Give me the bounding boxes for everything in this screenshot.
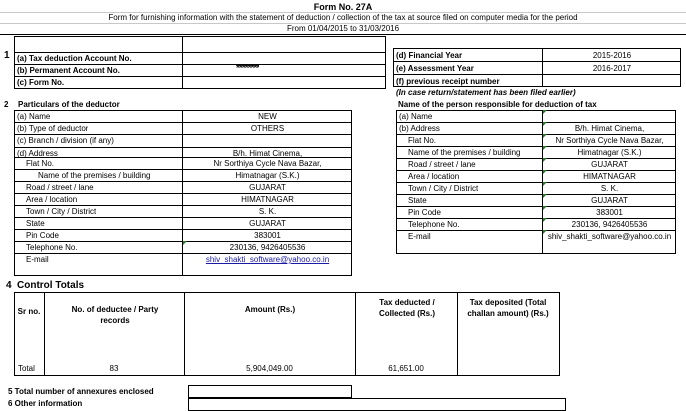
- responsible-value: Himatnagar (S.K.): [577, 148, 642, 157]
- row-divider: [14, 217, 352, 218]
- cell-comment-marker: [543, 218, 547, 222]
- deductor-label: Town / City / District: [26, 207, 97, 216]
- col-amount: Amount (Rs.): [244, 305, 296, 314]
- col-sr-no: Sr no.: [17, 307, 41, 316]
- deductor-label: (a) Name: [17, 112, 51, 121]
- total-records: 83: [109, 364, 119, 373]
- responsible-label: Pin Code: [408, 208, 441, 217]
- responsible-label: Name of the premises / building: [408, 148, 521, 157]
- cell-comment-marker: [543, 122, 547, 126]
- deductor-label: (c) Branch / division (if any): [17, 136, 114, 145]
- row-divider: [14, 122, 352, 123]
- responsible-title: Name of the person responsible for deduction of tax: [398, 100, 597, 109]
- row-divider: [396, 134, 676, 135]
- responsible-value: HIMATNAGAR: [583, 172, 636, 181]
- form-subtitle: Form for furnishing information with the statement of deduction / collection of the tax at source filed on computer media for the period: [108, 13, 578, 22]
- row-divider: [14, 181, 352, 182]
- fy-label: (d) Financial Year: [396, 51, 463, 60]
- row-divider: [14, 157, 352, 158]
- deductor-value: Himatnagar (S.K.): [235, 171, 300, 180]
- deductor-value: NEW: [258, 112, 277, 121]
- deductor-label: Area / location: [26, 195, 78, 204]
- cell-comment-marker: [543, 146, 547, 150]
- responsible-value: S. K.: [600, 184, 619, 193]
- form-no-label: (c) Form No.: [17, 78, 65, 87]
- row-divider: [396, 182, 676, 183]
- row-divider: [396, 170, 676, 171]
- responsible-label: E-mail: [408, 232, 431, 241]
- deductor-label: Flat No.: [26, 159, 55, 168]
- row-divider: [396, 218, 676, 219]
- deductor-label: (d) Address: [17, 149, 58, 158]
- responsible-label: (b) Address: [399, 124, 440, 133]
- total-label: Total: [18, 364, 35, 373]
- row-divider: [396, 206, 676, 207]
- fy-value: 2015-2016: [592, 51, 632, 60]
- responsible-value: 383001: [596, 208, 623, 217]
- other-info-input[interactable]: [188, 398, 566, 411]
- responsible-value: GUJARAT: [591, 196, 628, 205]
- control-totals-title: Control Totals: [17, 280, 85, 291]
- responsible-label: Area / location: [408, 172, 460, 181]
- total-tax-deducted: 61,651.00: [388, 364, 424, 373]
- other-info-label: 6 Other information: [8, 399, 83, 408]
- row-divider: [396, 146, 676, 147]
- deductor-label: Telephone No.: [26, 243, 78, 252]
- responsible-label: Town / City / District: [408, 184, 479, 193]
- deductor-label: Pin Code: [26, 231, 59, 240]
- cell-comment-marker: [543, 182, 547, 186]
- responsible-value: Nr Sorthiya Cycle Nava Bazar,: [555, 136, 664, 145]
- deductor-value: Nr Sorthiya Cycle Nava Bazar,: [213, 159, 322, 168]
- responsible-value: B/h. Himat Cinema,: [574, 124, 645, 133]
- deductor-value: S. K.: [258, 207, 277, 216]
- deductor-value: HIMATNAGAR: [241, 195, 294, 204]
- section-2-number: 2: [4, 100, 9, 109]
- prev-receipt-label: (f) previous receipt number: [396, 77, 500, 86]
- deductor-label: E-mail: [26, 255, 49, 264]
- row-divider: [396, 230, 676, 231]
- row-divider: [14, 229, 352, 230]
- cell-comment-marker: [543, 194, 547, 198]
- deductor-label: Name of the premises / building: [38, 171, 151, 180]
- responsible-email-value[interactable]: shiv_shakti_software@yahoo.co.in: [547, 232, 672, 241]
- row-divider: [396, 158, 676, 159]
- cell-comment-marker: [183, 241, 187, 245]
- col-deductee-records: No. of deductee / Party records: [71, 305, 159, 325]
- cell-comment-marker: [543, 134, 547, 138]
- period-text: From 01/04/2015 to 31/03/2016: [286, 24, 400, 33]
- cell-comment-marker: [543, 170, 547, 174]
- cell-comment-marker: [543, 206, 547, 210]
- ay-label: (e) Assessment Year: [396, 64, 474, 73]
- pan-label: (b) Permanent Account No.: [17, 66, 120, 75]
- section-1-number: 1: [4, 50, 10, 61]
- deductor-value: 230136, 9426405536: [229, 243, 306, 252]
- responsible-value: GUJARAT: [591, 160, 628, 169]
- col-tax-deposited: Tax deposited (Total challan amount) (Rs.): [467, 298, 549, 318]
- deductor-value: GUJARAT: [249, 183, 286, 192]
- col-tax-deducted: Tax deducted / Collected (Rs.): [378, 298, 435, 318]
- deductor-value: OTHERS: [250, 124, 285, 133]
- row-divider: [14, 169, 352, 170]
- responsible-label: Telephone No.: [408, 220, 460, 229]
- deductor-label: Road / street / lane: [26, 183, 94, 192]
- row-divider: [14, 193, 352, 194]
- deductor-value: 383001: [254, 231, 281, 240]
- row-divider: [396, 194, 676, 195]
- cell-comment-marker: [543, 110, 547, 114]
- row-divider: [14, 134, 352, 135]
- responsible-label: Road / street / lane: [408, 160, 476, 169]
- annexures-input[interactable]: [188, 385, 352, 398]
- deductor-label: State: [26, 219, 45, 228]
- cell-comment-marker: [543, 158, 547, 162]
- deductor-value: B/h. Himat Cinema,: [232, 149, 303, 158]
- deductor-title: Particulars of the deductor: [18, 100, 120, 109]
- annexures-label: 5 Total number of annexures enclosed: [8, 387, 154, 396]
- pan-masked-value: ********: [236, 63, 260, 74]
- deductor-label: (b) Type of deductor: [17, 124, 89, 133]
- cell-comment-marker: [543, 230, 547, 234]
- row-divider: [14, 253, 352, 254]
- responsible-label: State: [408, 196, 427, 205]
- deductor-email-value[interactable]: shiv_shakti_software@yahoo.co.in: [205, 255, 330, 264]
- section-4-number: 4: [6, 280, 12, 291]
- deductor-value: GUJARAT: [249, 219, 286, 228]
- tan-label: (a) Tax deduction Account No.: [17, 54, 132, 63]
- responsible-label: Flat No.: [408, 136, 437, 145]
- responsible-value: 230136, 9426405536: [571, 220, 648, 229]
- total-amount: 5,904,049.00: [246, 364, 293, 373]
- row-divider: [14, 147, 352, 148]
- ay-value: 2016-2017: [592, 64, 632, 73]
- prev-receipt-note: (In case return/statement has been filed earlier): [396, 88, 576, 97]
- form-number: Form No. 27A: [313, 2, 373, 12]
- row-divider: [396, 122, 676, 123]
- row-divider: [14, 205, 352, 206]
- responsible-label: (a) Name: [399, 112, 433, 121]
